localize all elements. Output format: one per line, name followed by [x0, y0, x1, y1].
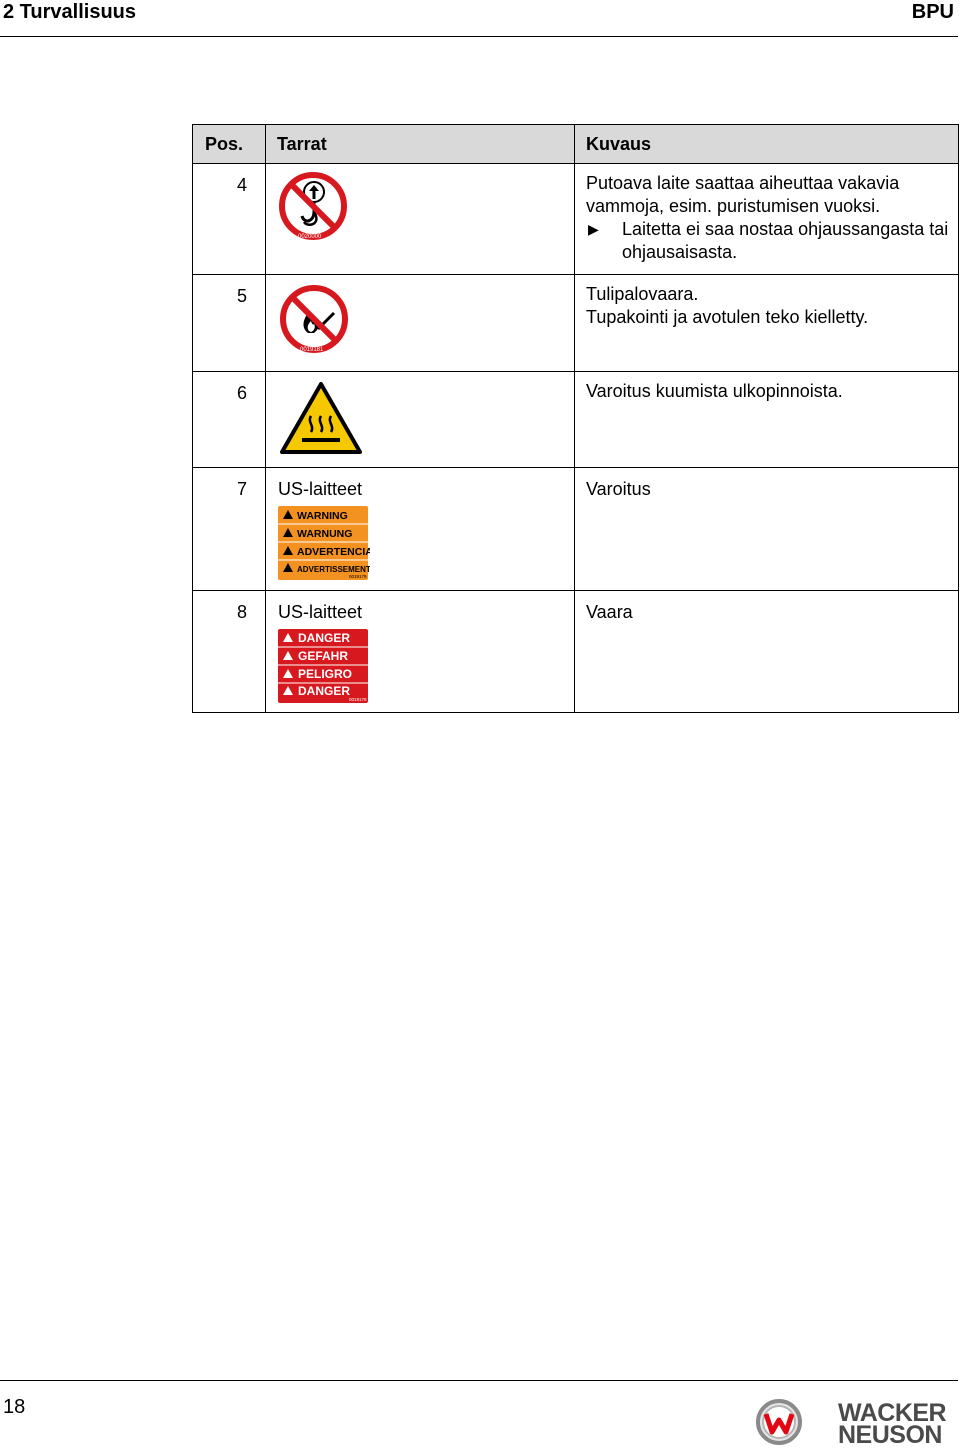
sign-label: US-laitteet [278, 602, 363, 622]
sign-cell [266, 591, 575, 713]
label-word: WARNING [297, 510, 348, 522]
label-word: PELIGRO [298, 667, 353, 681]
description-cell [575, 591, 959, 713]
instruction-text: Laitetta ei saa nostaa ohjaussangasta tai ohjausaisasta. [622, 219, 949, 262]
brand-line: NEUSON [838, 1421, 942, 1449]
row-position: 5 [193, 275, 266, 372]
row-position: 4 [193, 164, 266, 275]
label-word: DANGER [298, 631, 351, 645]
page-header [0, 0, 960, 36]
description-text: Varoitus [586, 479, 651, 499]
triangle-bullet-icon: ▶ [588, 221, 599, 237]
row-position: 7 [193, 468, 266, 591]
warning-label-icon [278, 506, 370, 580]
sign-cell [266, 164, 575, 275]
footer-rule [0, 1380, 958, 1381]
label-word: DANGER [298, 684, 351, 698]
row-position: 6 [193, 372, 266, 468]
no-lifting-hook-sign-icon [278, 172, 350, 246]
label-word: ADVERTENCIA [297, 546, 370, 558]
section-title: 2 Turvallisuus [3, 1, 137, 23]
sign-code: 0019181 [300, 347, 324, 353]
danger-label-icon [278, 629, 370, 703]
sign-code: 0019179 [349, 574, 367, 579]
hot-surface-warning-icon [278, 380, 364, 458]
table-row [193, 468, 959, 591]
description-text: Putoava laite saattaa aiheuttaa vakavia vammoja, esim. puristumisen vuoksi. [586, 173, 900, 216]
description-text: Vaara [586, 602, 633, 622]
label-word: GEFAHR [298, 649, 349, 663]
sign-cell [266, 372, 575, 468]
table-row [193, 591, 959, 713]
description-cell [575, 372, 959, 468]
product-name: BPU [911, 1, 954, 23]
sign-code: 0019178 [349, 697, 367, 702]
column-header-description: Kuvaus [575, 125, 959, 164]
no-open-flame-sign-icon [278, 283, 350, 357]
page-number: 18 [3, 1396, 26, 1418]
table-header-row [193, 125, 959, 164]
label-word: ADVERTISSEMENT [297, 565, 370, 574]
sign-cell [266, 468, 575, 591]
table-row [193, 372, 959, 468]
table-row [193, 164, 959, 275]
row-position: 8 [193, 591, 266, 713]
description-cell [575, 468, 959, 591]
column-header-pos: Pos. [193, 125, 266, 164]
description-cell [575, 275, 959, 372]
sign-label: US-laitteet [278, 479, 363, 499]
header-rule [0, 36, 958, 37]
description-cell [575, 164, 959, 275]
label-word: WARNUNG [297, 528, 353, 540]
description-text: Tulipalovaara. [586, 284, 699, 304]
column-header-labels: Tarrat [266, 125, 575, 164]
description-text: Varoitus kuumista ulkopinnoista. [586, 381, 843, 401]
sign-code: 0020000 [298, 234, 322, 240]
instruction-item [586, 218, 952, 264]
wacker-neuson-logo-icon [755, 1398, 803, 1446]
description-text: Tupakointi ja avotulen teko kielletty. [586, 307, 869, 327]
sign-cell [266, 275, 575, 372]
table-row [193, 275, 959, 372]
brand-line: WACKER [838, 1399, 947, 1427]
labels-table [192, 124, 959, 713]
brand-wordmark [838, 1399, 947, 1449]
